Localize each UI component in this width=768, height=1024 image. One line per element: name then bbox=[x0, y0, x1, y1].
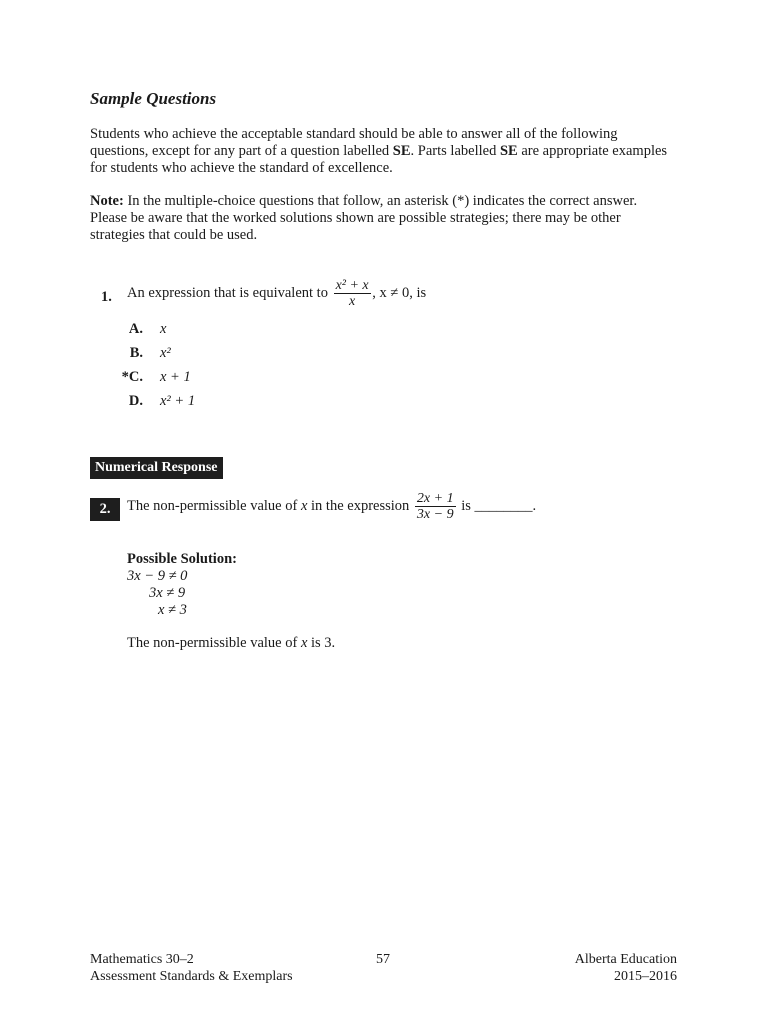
footer-left bbox=[90, 951, 293, 985]
option-d bbox=[110, 393, 310, 411]
question-2-stem-after: is ________. bbox=[461, 498, 537, 514]
conclusion-before: The non-permissible value of bbox=[127, 635, 301, 651]
stem-variable: x bbox=[300, 498, 308, 514]
section-title: Sample Questions bbox=[90, 89, 217, 108]
solution-line-1: 3x − 9 ≠ 0 bbox=[127, 568, 188, 584]
option-b bbox=[110, 345, 310, 363]
intro-text-1: Students who achieve the acceptable standard should be able to answer all of the following questions, except for any part of a question labelled bbox=[90, 126, 618, 159]
note-paragraph bbox=[90, 193, 670, 244]
option-value: x² bbox=[160, 345, 171, 361]
solution-title: Possible Solution: bbox=[127, 551, 237, 567]
footer-page-number: 57 bbox=[376, 952, 390, 967]
fraction-denominator: 3x − 9 bbox=[416, 507, 454, 522]
question-1-stem-after: , x ≠ 0, is bbox=[372, 285, 427, 301]
note-text: In the multiple-choice questions that follow, an asterisk (*) indicates the correct answer. Please be aware that the worked solutions shown are possible strategies; there may be other strategies that could be used. bbox=[90, 193, 638, 243]
conclusion-after: is 3. bbox=[307, 635, 336, 651]
option-a bbox=[110, 321, 310, 339]
intro-paragraph bbox=[90, 126, 670, 177]
option-label: *C. bbox=[121, 369, 143, 385]
footer-course: Mathematics 30–2 bbox=[90, 952, 194, 967]
option-value: x + 1 bbox=[160, 369, 191, 385]
fraction-numerator: 2x + 1 bbox=[416, 491, 454, 506]
footer-document-title: Assessment Standards & Exemplars bbox=[90, 969, 293, 984]
intro-se-2: SE bbox=[499, 143, 518, 159]
option-label: D. bbox=[128, 393, 143, 409]
stem-mid: in the expression bbox=[307, 498, 410, 514]
footer-publisher: Alberta Education bbox=[574, 952, 677, 967]
option-label: B. bbox=[129, 345, 143, 361]
intro-text-2: . Parts labelled bbox=[410, 143, 500, 159]
solution-line-2: 3x ≠ 9 bbox=[149, 585, 186, 601]
question-2-fraction bbox=[415, 491, 456, 522]
option-value: x² + 1 bbox=[160, 393, 196, 409]
question-number: 1. bbox=[101, 289, 112, 305]
fraction-denominator: x bbox=[349, 294, 356, 309]
question-2-stem bbox=[127, 491, 647, 522]
intro-text-3: are appropriate examples for students who achieve the standard of excellence. bbox=[90, 143, 668, 176]
stem-before: The non-permissible value of bbox=[127, 498, 301, 514]
solution-line-3: x ≠ 3 bbox=[158, 602, 187, 618]
question-2-stem-text bbox=[127, 498, 409, 515]
option-c-correct bbox=[110, 369, 310, 387]
question-1-stem-before: An expression that is equivalent to bbox=[127, 285, 328, 301]
footer-right bbox=[575, 951, 677, 985]
question-2-number: 2. bbox=[90, 498, 120, 521]
fraction-numerator: x² + x bbox=[335, 278, 369, 293]
intro-se-1: SE bbox=[392, 143, 411, 159]
option-value: x bbox=[160, 321, 167, 337]
question-1-stem bbox=[127, 278, 667, 309]
note-label: Note: bbox=[90, 193, 124, 209]
footer-year: 2015–2016 bbox=[614, 969, 677, 984]
question-1-number bbox=[101, 289, 112, 306]
conclusion-variable: x bbox=[300, 635, 308, 651]
question-1-fraction bbox=[334, 278, 371, 309]
option-label: A. bbox=[128, 321, 143, 337]
solution-conclusion bbox=[127, 635, 335, 652]
numerical-response-header: Numerical Response bbox=[90, 457, 223, 479]
